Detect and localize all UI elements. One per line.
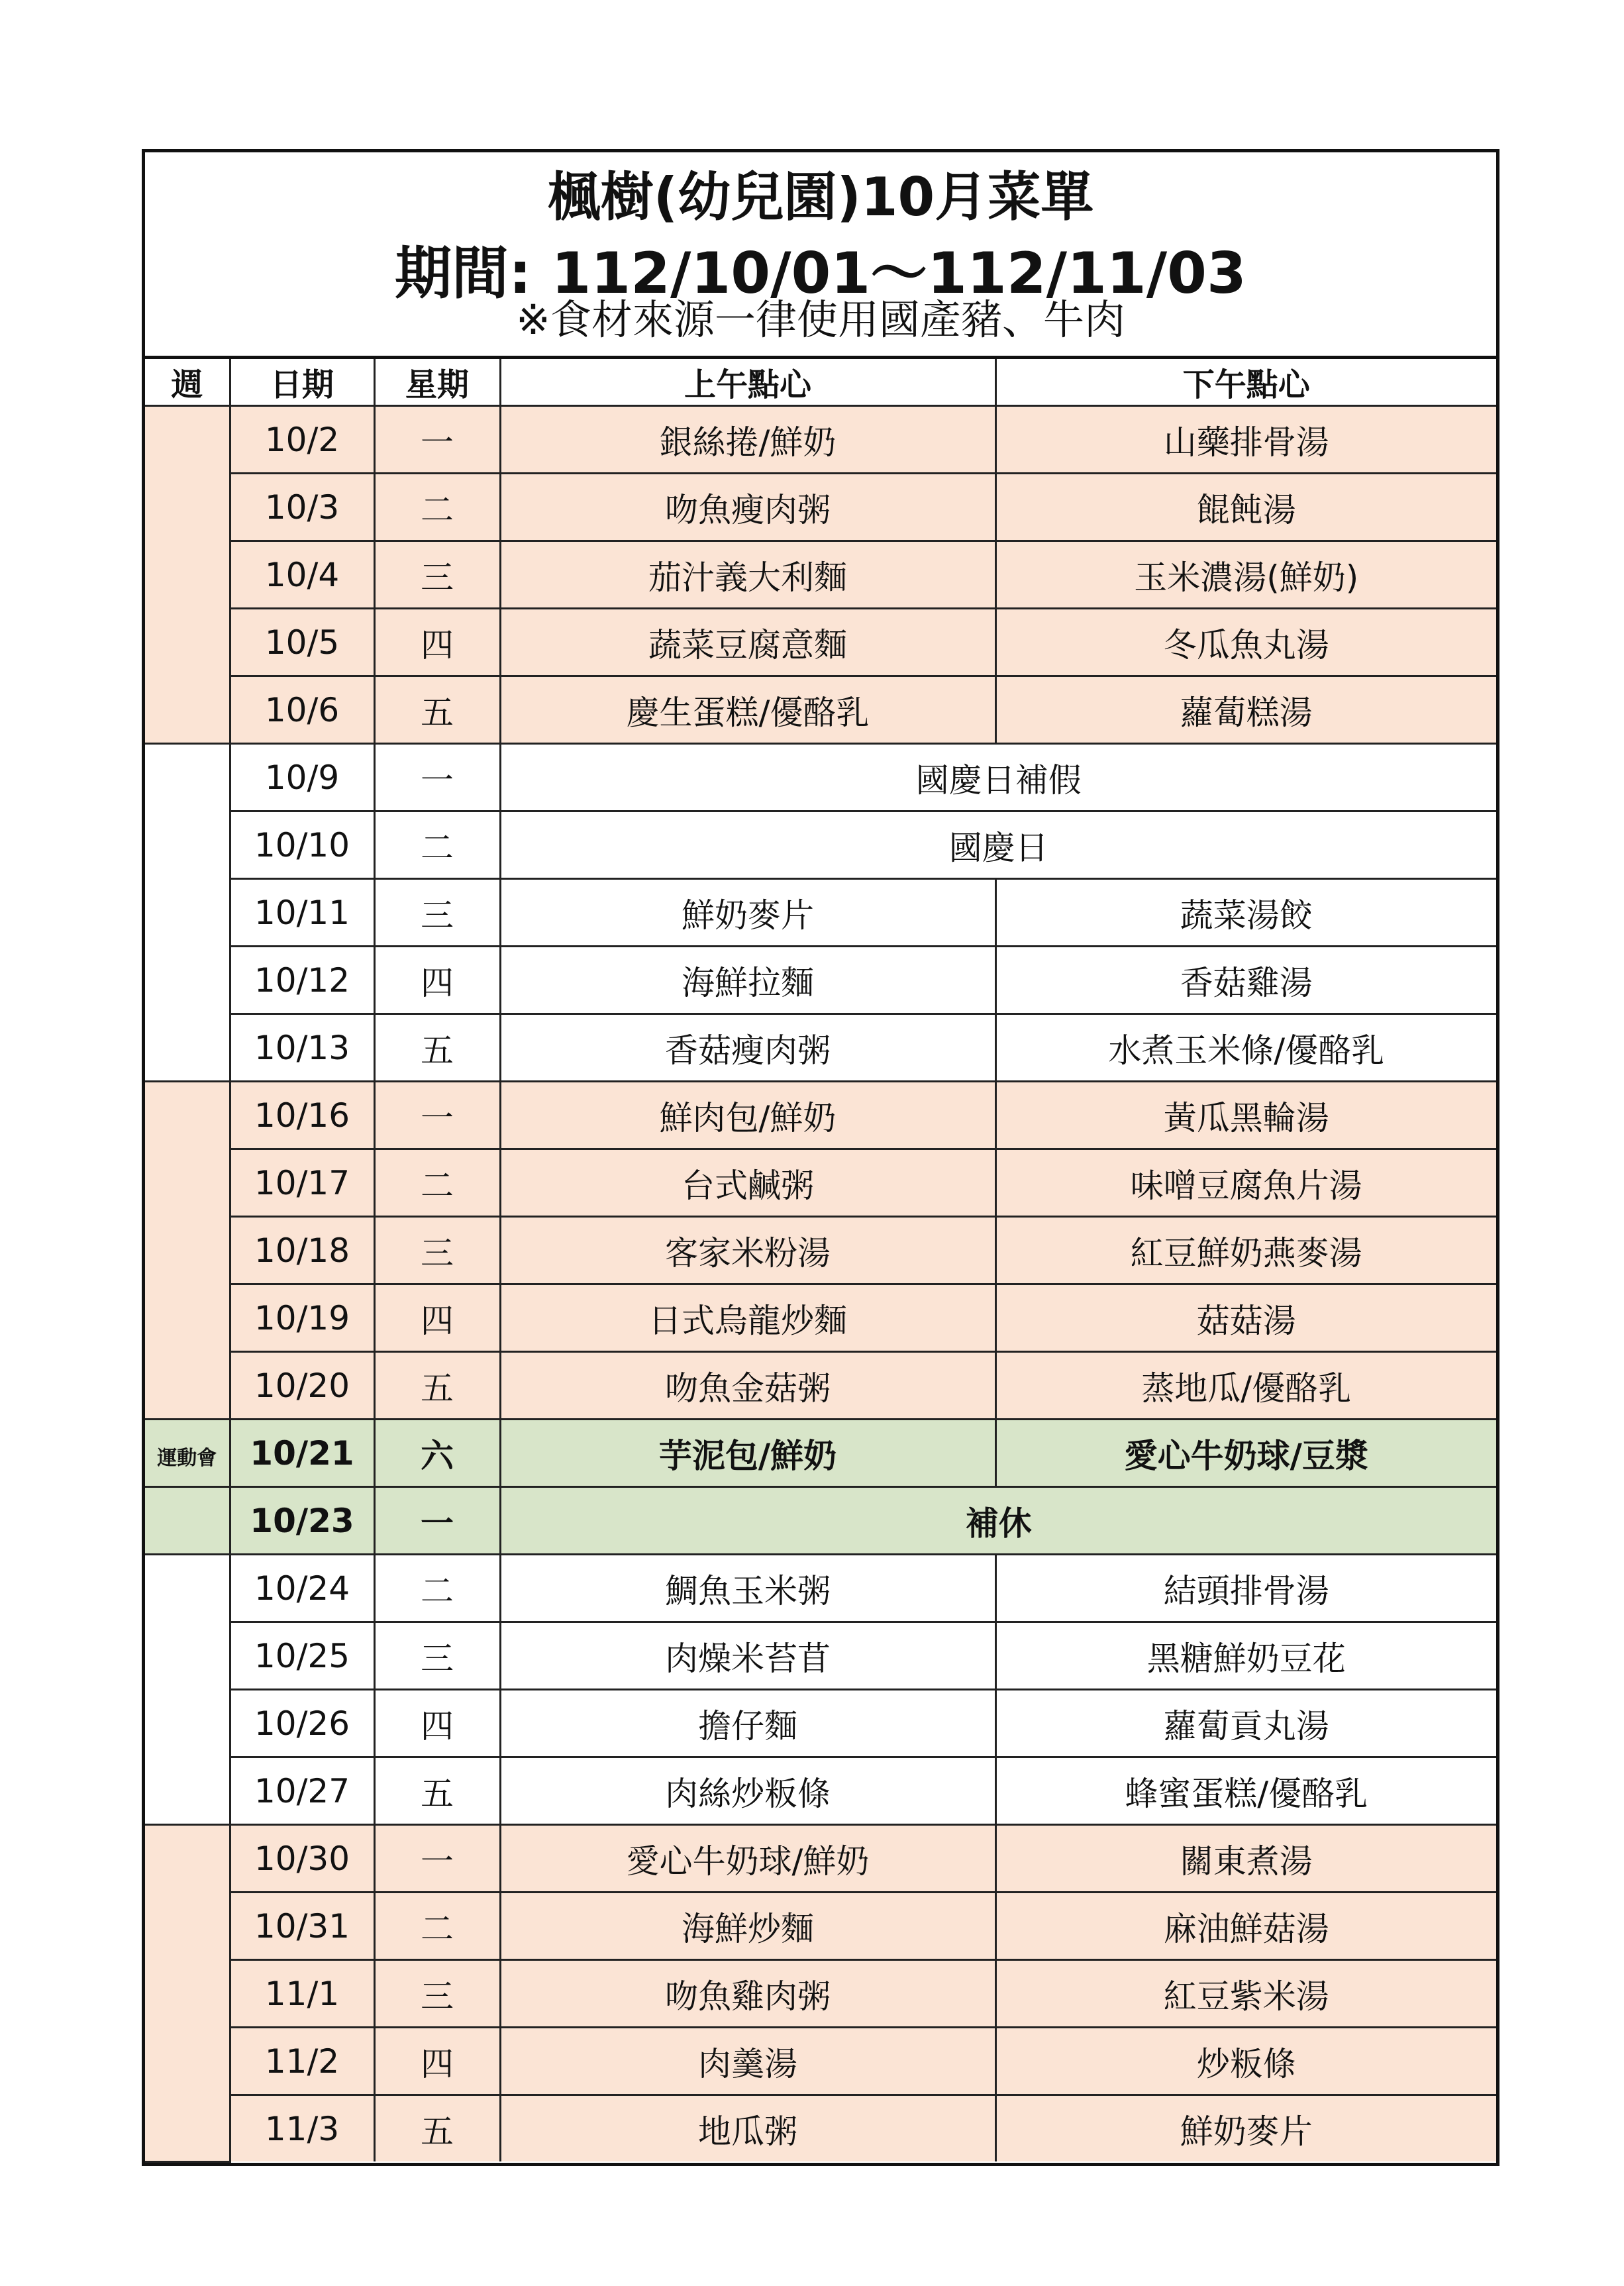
morning-snack-cell: 肉燥米苔苜 <box>500 1622 995 1690</box>
weekday-cell: 三 <box>374 1217 500 1284</box>
menu-row <box>145 1757 1496 1825</box>
weekday-cell: 四 <box>374 947 500 1014</box>
menu-row <box>145 609 1496 676</box>
menu-row <box>145 1149 1496 1217</box>
menu-row <box>145 474 1496 541</box>
morning-snack-cell: 茄汁義大利麵 <box>500 541 995 609</box>
afternoon-snack-cell: 黑糖鮮奶豆花 <box>995 1622 1496 1690</box>
date-cell: 10/30 <box>230 1825 374 1893</box>
weekday-cell: 三 <box>374 541 500 609</box>
date-cell: 10/19 <box>230 1284 374 1352</box>
morning-snack-cell: 慶生蛋糕/優酪乳 <box>500 676 995 744</box>
date-cell: 10/27 <box>230 1757 374 1825</box>
weekday-cell: 一 <box>374 406 500 474</box>
week-cell <box>145 1487 230 1555</box>
afternoon-snack-cell: 蜂蜜蛋糕/優酪乳 <box>995 1757 1496 1825</box>
week-cell <box>145 1555 230 1825</box>
menu-row <box>145 1893 1496 1960</box>
afternoon-snack-cell: 香菇雞湯 <box>995 947 1496 1014</box>
date-cell: 11/2 <box>230 2028 374 2095</box>
weekday-cell: 五 <box>374 676 500 744</box>
date-cell: 10/16 <box>230 1082 374 1149</box>
menu-row <box>145 1014 1496 1082</box>
date-cell: 10/6 <box>230 676 374 744</box>
menu-title: 楓樹(幼兒園)10月菜單 <box>547 166 1094 228</box>
afternoon-snack-cell: 結頭排骨湯 <box>995 1555 1496 1622</box>
date-cell: 11/1 <box>230 1960 374 2028</box>
morning-snack-cell: 香菇瘦肉粥 <box>500 1014 995 1082</box>
weekday-cell: 二 <box>374 1555 500 1622</box>
header-date: 日期 <box>230 359 374 406</box>
menu-row <box>145 1487 1496 1555</box>
weekday-cell: 一 <box>374 744 500 811</box>
menu-row <box>145 2028 1496 2095</box>
header-morning-snack: 上午點心 <box>500 359 995 406</box>
menu-row <box>145 406 1496 474</box>
morning-snack-cell: 愛心牛奶球/鮮奶 <box>500 1825 995 1893</box>
date-cell: 10/9 <box>230 744 374 811</box>
menu-row <box>145 1622 1496 1690</box>
afternoon-snack-cell: 紅豆鮮奶燕麥湯 <box>995 1217 1496 1284</box>
weekday-cell: 六 <box>374 1420 500 1487</box>
morning-snack-cell: 地瓜粥 <box>500 2095 995 2162</box>
weekday-cell: 三 <box>374 879 500 947</box>
week-cell <box>145 744 230 1082</box>
morning-snack-cell: 銀絲捲/鮮奶 <box>500 406 995 474</box>
date-cell: 10/11 <box>230 879 374 947</box>
weekday-cell: 二 <box>374 1893 500 1960</box>
morning-snack-cell: 蔬菜豆腐意麵 <box>500 609 995 676</box>
date-cell: 10/23 <box>230 1487 374 1555</box>
menu-row <box>145 541 1496 609</box>
weekday-cell: 四 <box>374 1284 500 1352</box>
afternoon-snack-cell: 炒粄條 <box>995 2028 1496 2095</box>
week-label: 運動會 <box>157 1446 217 1470</box>
afternoon-snack-cell: 水煮玉米條/優酪乳 <box>995 1014 1496 1082</box>
afternoon-snack-cell: 蒸地瓜/優酪乳 <box>995 1352 1496 1420</box>
date-cell: 10/13 <box>230 1014 374 1082</box>
date-cell: 10/31 <box>230 1893 374 1960</box>
menu-row <box>145 1690 1496 1757</box>
menu-row <box>145 1082 1496 1149</box>
menu-row <box>145 1420 1496 1487</box>
weekday-cell: 四 <box>374 2028 500 2095</box>
menu-row <box>145 744 1496 811</box>
header-row <box>145 359 1496 406</box>
afternoon-snack-cell: 麻油鮮菇湯 <box>995 1893 1496 1960</box>
afternoon-snack-cell: 山藥排骨湯 <box>995 406 1496 474</box>
menu-period: 期間: 112/10/01～112/11/03 <box>395 240 1246 307</box>
morning-snack-cell: 海鮮炒麵 <box>500 1893 995 1960</box>
week-cell <box>145 1825 230 2162</box>
date-cell: 10/24 <box>230 1555 374 1622</box>
weekday-cell: 四 <box>374 609 500 676</box>
date-cell: 10/10 <box>230 811 374 879</box>
date-cell: 10/4 <box>230 541 374 609</box>
menu-sheet <box>142 149 1499 2166</box>
morning-snack-cell: 鮮肉包/鮮奶 <box>500 1082 995 1149</box>
date-cell: 10/26 <box>230 1690 374 1757</box>
title-block <box>145 152 1496 359</box>
menu-row <box>145 1555 1496 1622</box>
menu-row <box>145 1825 1496 1893</box>
date-cell: 11/3 <box>230 2095 374 2162</box>
weekday-cell: 二 <box>374 1149 500 1217</box>
morning-snack-cell: 肉羹湯 <box>500 2028 995 2095</box>
date-cell: 10/2 <box>230 406 374 474</box>
weekday-cell: 三 <box>374 1622 500 1690</box>
weekday-cell: 一 <box>374 1082 500 1149</box>
afternoon-snack-cell: 蔬菜湯餃 <box>995 879 1496 947</box>
morning-snack-cell: 擔仔麵 <box>500 1690 995 1757</box>
morning-snack-cell: 芋泥包/鮮奶 <box>500 1420 995 1487</box>
morning-snack-cell: 鯛魚玉米粥 <box>500 1555 995 1622</box>
weekday-cell: 三 <box>374 1960 500 2028</box>
menu-row <box>145 1284 1496 1352</box>
afternoon-snack-cell: 蘿蔔糕湯 <box>995 676 1496 744</box>
afternoon-snack-cell: 鮮奶麥片 <box>995 2095 1496 2162</box>
morning-snack-cell: 客家米粉湯 <box>500 1217 995 1284</box>
afternoon-snack-cell: 餛飩湯 <box>995 474 1496 541</box>
menu-row <box>145 2095 1496 2162</box>
morning-snack-cell: 吻魚雞肉粥 <box>500 1960 995 2028</box>
afternoon-snack-cell: 菇菇湯 <box>995 1284 1496 1352</box>
weekday-cell: 五 <box>374 1757 500 1825</box>
date-cell: 10/12 <box>230 947 374 1014</box>
holiday-cell: 國慶日補假 <box>500 744 1496 811</box>
afternoon-snack-cell: 關東煮湯 <box>995 1825 1496 1893</box>
morning-snack-cell: 台式鹹粥 <box>500 1149 995 1217</box>
week-cell <box>145 406 230 744</box>
afternoon-snack-cell: 黃瓜黑輪湯 <box>995 1082 1496 1149</box>
morning-snack-cell: 吻魚金菇粥 <box>500 1352 995 1420</box>
afternoon-snack-cell: 紅豆紫米湯 <box>995 1960 1496 2028</box>
weekday-cell: 五 <box>374 1014 500 1082</box>
morning-snack-cell: 海鮮拉麵 <box>500 947 995 1014</box>
weekday-cell: 四 <box>374 1690 500 1757</box>
morning-snack-cell: 日式烏龍炒麵 <box>500 1284 995 1352</box>
menu-table <box>145 359 1496 2163</box>
menu-row <box>145 811 1496 879</box>
menu-row <box>145 1960 1496 2028</box>
morning-snack-cell: 肉絲炒粄條 <box>500 1757 995 1825</box>
weekday-cell: 二 <box>374 811 500 879</box>
date-cell: 10/18 <box>230 1217 374 1284</box>
holiday-cell: 國慶日 <box>500 811 1496 879</box>
morning-snack-cell: 鮮奶麥片 <box>500 879 995 947</box>
date-cell: 10/25 <box>230 1622 374 1690</box>
header-weekday: 星期 <box>374 359 500 406</box>
weekday-cell: 五 <box>374 2095 500 2162</box>
afternoon-snack-cell: 愛心牛奶球/豆漿 <box>995 1420 1496 1487</box>
week-cell <box>145 1082 230 1420</box>
date-cell: 10/3 <box>230 474 374 541</box>
ingredient-note: ※食材來源一律使用國產豬、牛肉 <box>516 295 1125 344</box>
menu-body <box>145 406 1496 2162</box>
header-afternoon-snack: 下午點心 <box>995 359 1496 406</box>
menu-row <box>145 879 1496 947</box>
date-cell: 10/17 <box>230 1149 374 1217</box>
date-cell: 10/21 <box>230 1420 374 1487</box>
header-week: 週 <box>145 359 230 406</box>
afternoon-snack-cell: 蘿蔔貢丸湯 <box>995 1690 1496 1757</box>
holiday-cell: 補休 <box>500 1487 1496 1555</box>
date-cell: 10/20 <box>230 1352 374 1420</box>
weekday-cell: 一 <box>374 1487 500 1555</box>
menu-row <box>145 676 1496 744</box>
weekday-cell: 五 <box>374 1352 500 1420</box>
afternoon-snack-cell: 冬瓜魚丸湯 <box>995 609 1496 676</box>
afternoon-snack-cell: 玉米濃湯(鮮奶) <box>995 541 1496 609</box>
menu-row <box>145 1217 1496 1284</box>
week-cell <box>145 1420 230 1487</box>
weekday-cell: 一 <box>374 1825 500 1893</box>
menu-row <box>145 947 1496 1014</box>
afternoon-snack-cell: 味噌豆腐魚片湯 <box>995 1149 1496 1217</box>
date-cell: 10/5 <box>230 609 374 676</box>
morning-snack-cell: 吻魚瘦肉粥 <box>500 474 995 541</box>
weekday-cell: 二 <box>374 474 500 541</box>
menu-row <box>145 1352 1496 1420</box>
